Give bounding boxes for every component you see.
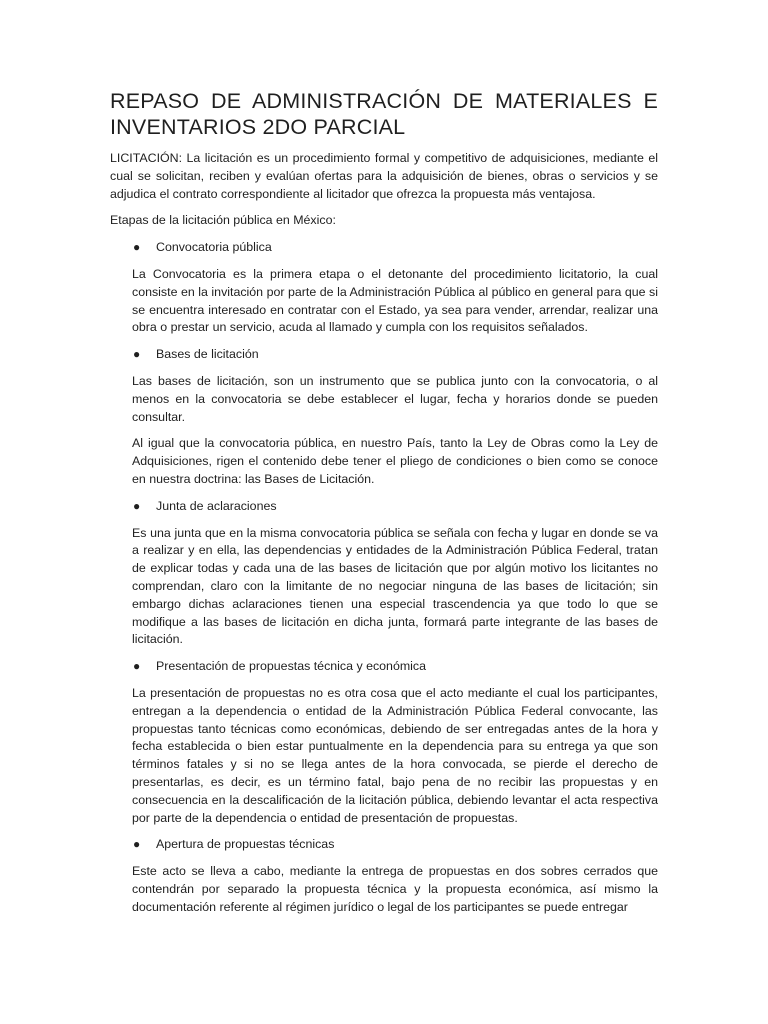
bullet-label: Presentación de propuestas técnica y económica	[156, 659, 426, 674]
bullet-icon: ●	[133, 347, 141, 362]
section-paragraph: Es una junta que en la misma convocatoria pública se señala con fecha y lugar en donde se va a realizar y en ella, las dependencias y entidades de la Administración Pública Federal, tratan de explicar todas y cada una de las bases de licitación que por algún motivo los licitantes no comprendan, claro con la limitante de no negociar ninguna de las bases de licitación; sin embargo dichas aclaraciones tienen una especial trascendencia ya que todo lo que se modifique a las bases de licitación en dicha junta, formará parte integrante de las bases de licitación.	[132, 525, 658, 647]
section-paragraph: La Convocatoria es la primera etapa o el detonante del procedimiento licitatorio, la cual consiste en la invitación por parte de la Administración Pública al público en general para que si se encuentra interesado en contratar con el Estado, ya sea para vender, arrendar, realizar una obra o prestar un servicio, acuda al llamado y cumpla con los requisitos señalados.	[132, 266, 658, 335]
bullet-icon: ●	[133, 240, 141, 255]
bullet-item-bases	[110, 346, 658, 364]
bullet-item-apertura	[110, 836, 658, 854]
bullet-icon: ●	[133, 837, 141, 852]
intro-paragraph: LICITACIÓN: La licitación es un procedimiento formal y competitivo de adquisiciones, mediante el cual se solicitan, reciben y evalúan ofertas para la adquisición de bienes, obras o servicios y se adjudica el contrato correspondiente al licitador que ofrezca la propuesta más ventajosa.	[110, 151, 658, 201]
bullet-item-convocatoria	[110, 239, 658, 257]
bullet-icon: ●	[133, 498, 141, 513]
stages-heading: Etapas de la licitación pública en México:	[110, 213, 336, 228]
section-paragraph: Al igual que la convocatoria pública, en nuestro País, tanto la Ley de Obras como la Ley de Adquisiciones, rigen el contenido debe tener el pliego de condiciones o bien como se conoce en nuestra doctrina: las Bases de Licitación.	[132, 436, 658, 486]
bullet-label: Convocatoria pública	[156, 240, 272, 255]
bullet-item-presentacion	[110, 658, 658, 676]
bullet-label: Junta de aclaraciones	[156, 498, 277, 513]
section-paragraph: Este acto se lleva a cabo, mediante la entrega de propuestas en dos sobres cerrados que contendrán por separado la propuesta técnica y la propuesta económica, así mismo la documentación referente al régimen jurídico o legal de los participantes se puede entregar	[132, 864, 658, 914]
bullet-item-junta	[110, 498, 658, 516]
title-line-1: REPASO DE ADMINISTRACIÓN DE MATERIALES E	[110, 89, 658, 113]
bullet-label: Apertura de propuestas técnicas	[156, 837, 335, 852]
section-paragraph: Las bases de licitación, son un instrumento que se publica junto con la convocatoria, o al menos en la convocatoria se debe establecer el lugar, fecha y horarios donde se pueden consultar.	[132, 373, 658, 424]
title-line-2: INVENTARIOS 2DO PARCIAL	[110, 115, 406, 139]
bullet-icon: ●	[133, 659, 141, 674]
bullet-label: Bases de licitación	[156, 347, 259, 362]
section-paragraph: La presentación de propuestas no es otra cosa que el acto mediante el cual los participantes, entregan a la dependencia o entidad de la Administración Pública Federal convocante, las propuestas tanto técnicas como económicas, debiendo de ser entregadas antes de la hora y fecha establecida o bien estar puntualmente en la dependencia para su entrega ya que son términos fatales y si no se llega antes de la hora convocada, se pierde el derecho de presentarlas, es decir, es un término fatal, bajo pena de no recibir las propuestas y en consecuencia en la descalificación de la licitación pública, debiendo levantar el acta respectiva por parte de la dependencia o entidad de presentación de propuestas.	[132, 685, 658, 825]
document-title	[110, 88, 658, 140]
